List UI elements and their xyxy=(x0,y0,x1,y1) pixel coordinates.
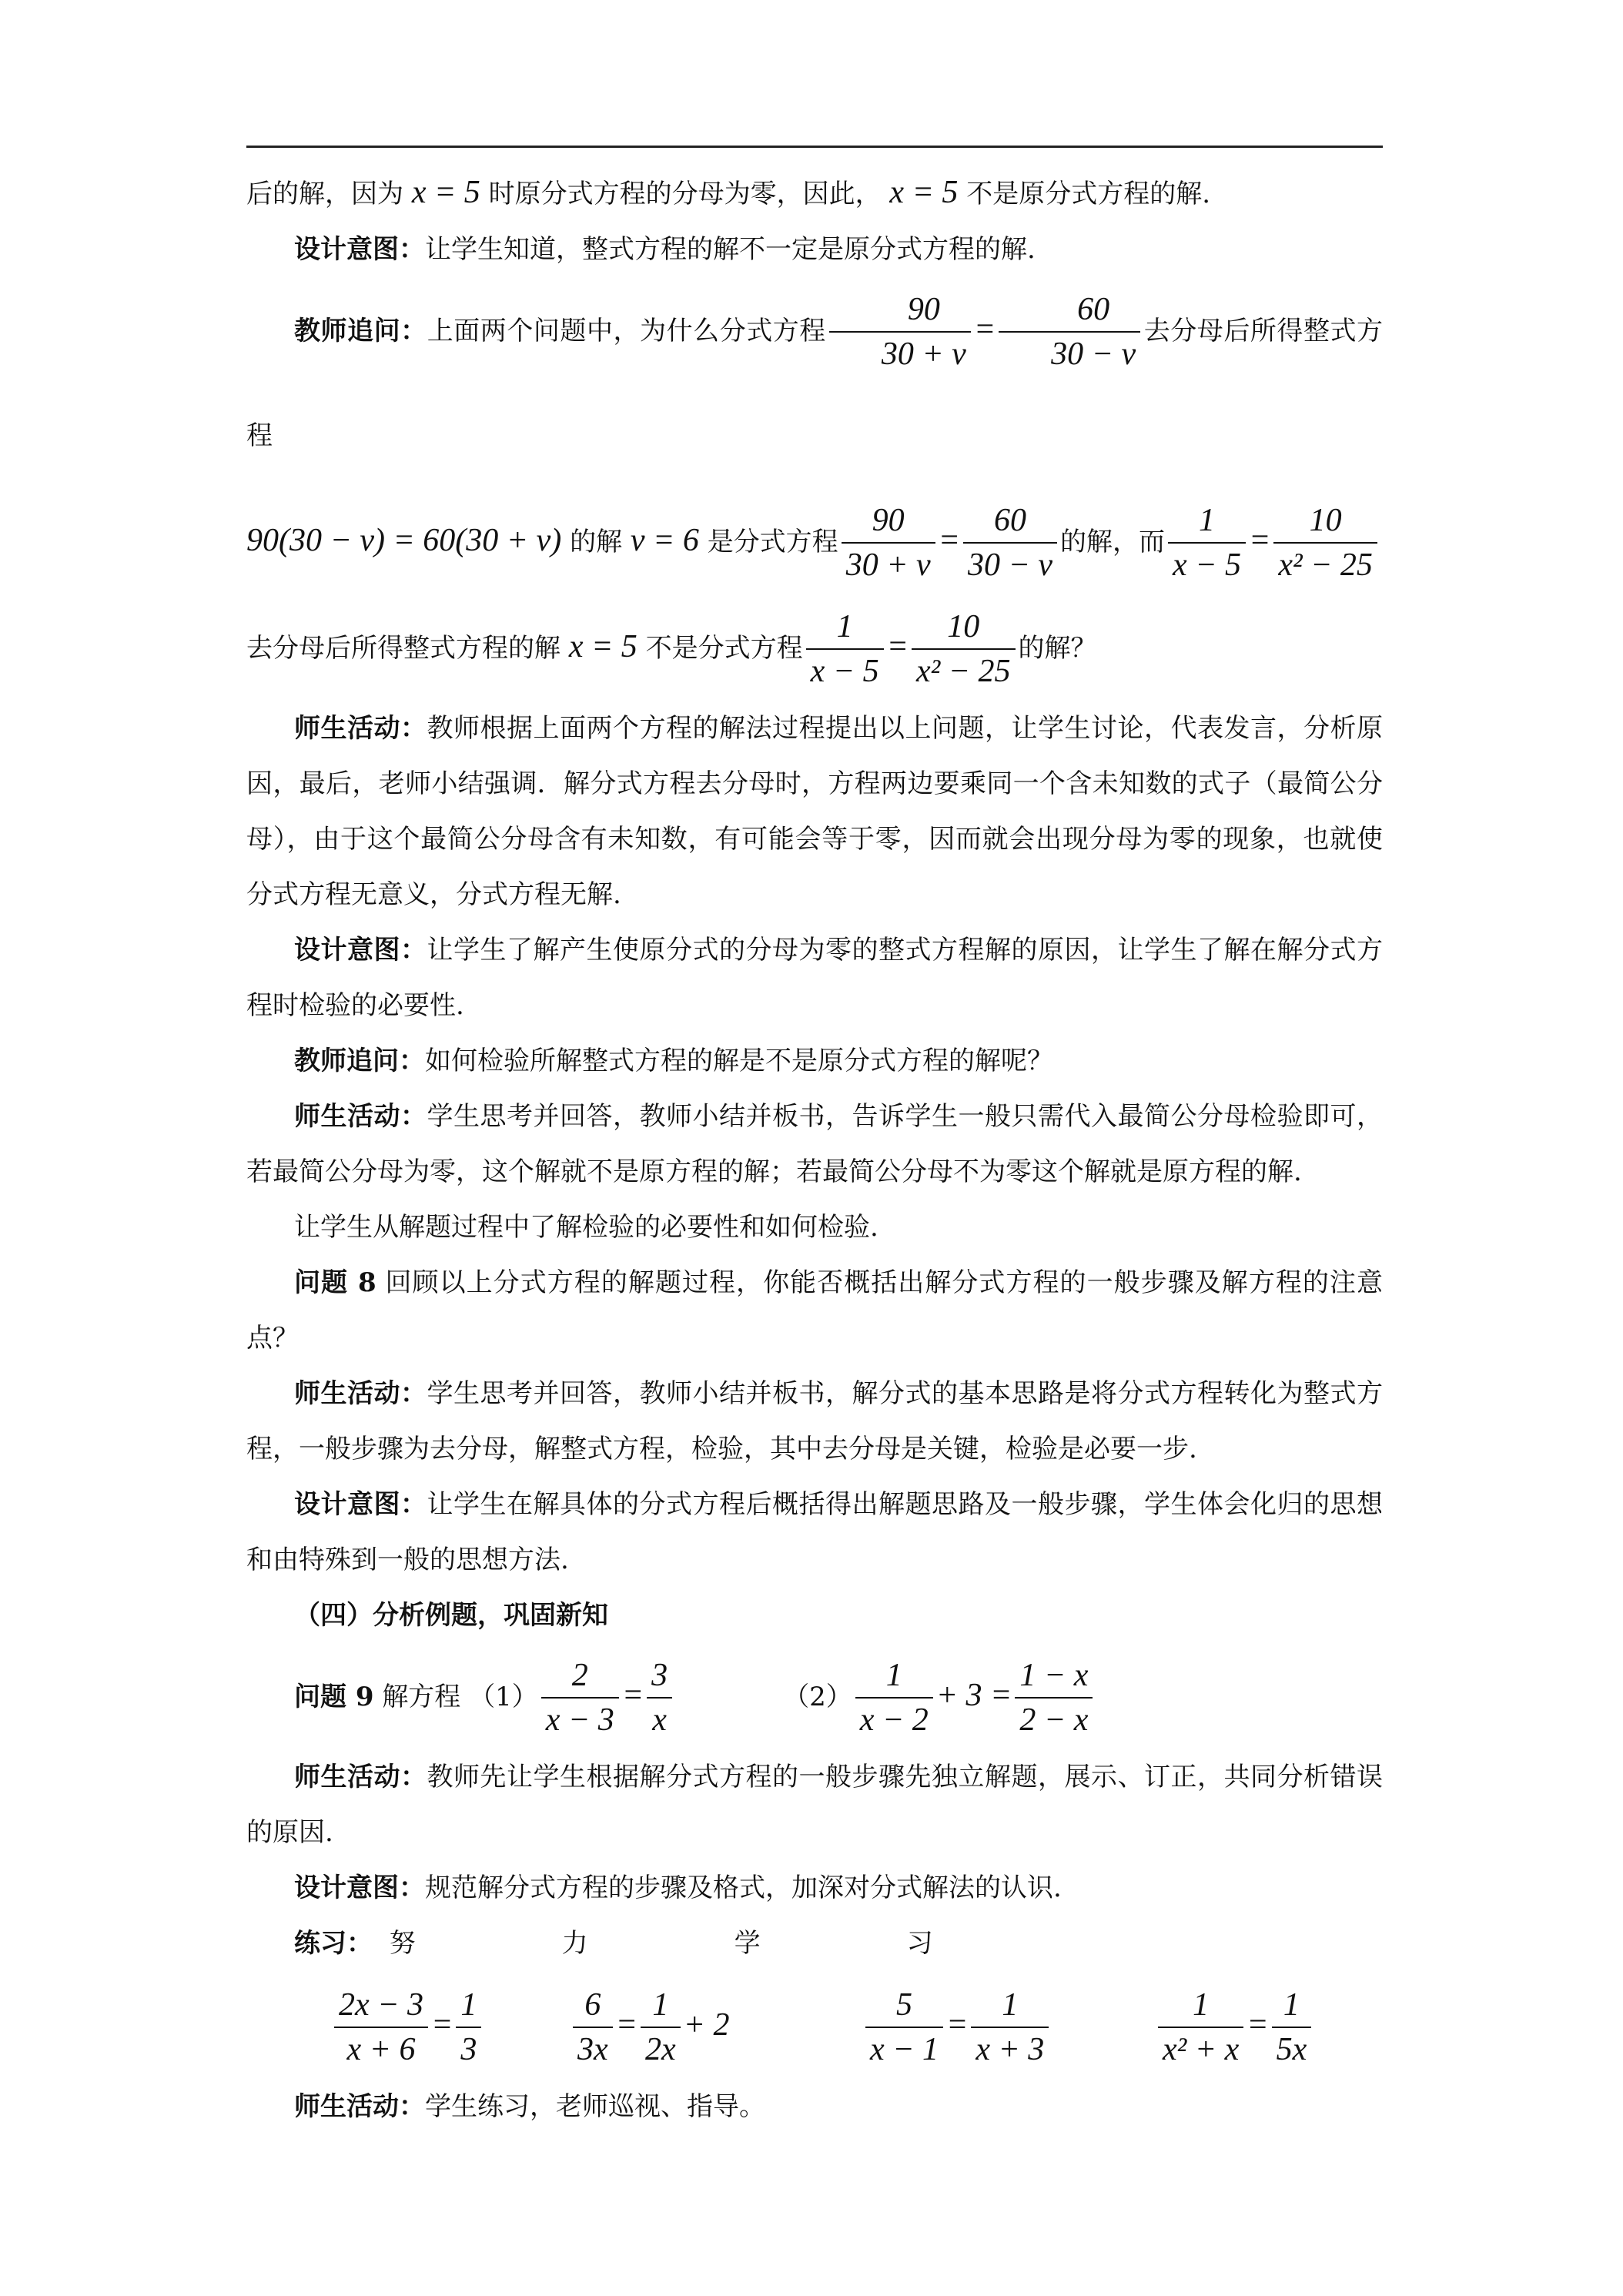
design-intent-3: 设计意图：让学生在解具体的分式方程后概括得出解题思路及一般步骤，学生体会化归的思想和由特殊到一般的思想方法. xyxy=(246,1489,1383,1575)
exercise-1: $\frac{2x - 3}{x + 6}$ = $\frac{1}{3}$ xyxy=(331,1971,484,2079)
teacher-question-2: 教师追问：如何检验所解整式方程的解是不是原分式方程的解呢？ xyxy=(294,1046,1053,1076)
question-8: 问题 8 回顾以上分式方程的解题过程，你能否概括出解分式方程的一般步骤及解方程的注意点？ xyxy=(246,1267,1384,1354)
fraction-equation-1-b: $\frac{90}{30 + v}$ = $\frac{60}{30 - v}$ xyxy=(838,523,1060,558)
design-intent-2: 设计意图：让学生了解产生使原分式的分母为零的整式方程解的原因，让学生了解在解分式方程时检验的必要性. xyxy=(246,935,1383,1021)
practice-exercises xyxy=(246,1971,1383,2079)
teacher-student-activity-3: 师生活动：学生思考并回答，教师小结并板书，解分式的基本思路是将分式方程转化为整式方程，一般步骤为去分母，解整式方程，检验，其中去分母是关键，检验是必要一步. xyxy=(246,1378,1383,1464)
document-body xyxy=(246,165,1383,2134)
exercise-3: $\frac{5}{x - 1}$ = $\frac{1}{x + 3}$ xyxy=(862,1971,1052,2079)
fraction-equation-1: $\frac{90}{30 + v}$ = $\frac{60}{30 - v}$ xyxy=(826,312,1143,347)
section-heading-4: （四）分析例题，巩固新知 xyxy=(294,1600,608,1631)
math-x-equals-5: x = 5 xyxy=(411,175,480,210)
design-intent-4: 设计意图：规范解分式方程的步骤及格式，加深对分式解法的认识. xyxy=(294,1873,1062,1903)
teacher-student-activity-5: 师生活动：学生练习，老师巡视、指导。 xyxy=(294,2091,765,2122)
teacher-student-activity-4: 师生活动：教师先让学生根据解分式方程的一般步骤先独立解题，展示、订正，共同分析错误的原因. xyxy=(246,1762,1383,1848)
teacher-question-1-line3: 去分母后所得整式方程的解 x = 5 不是分式方程 $\frac{1}{x - 5}$ = $\frac{10}{\text{x² − 25}}$ 的解？ xyxy=(246,594,1383,701)
design-intent-1: 设计意图：让学生知道，整式方程的解不一定是原分式方程的解. xyxy=(294,234,1036,265)
header-rule xyxy=(246,146,1383,148)
fraction-equation-2-b: $\frac{1}{x - 5}$ = $\frac{10}{\text{x² − 25}}$ xyxy=(803,629,1019,664)
note-paragraph: 让学生从解题过程中了解检验的必要性和如何检验. xyxy=(294,1212,878,1243)
question-9: 问题 9 解方程 （1） $\frac{2}{x - 3}$ = $\frac{3}{x}$ （2） $\frac{1}{x - 2}$ + 3 = $\frac{1 - x}{2 - x}$ xyxy=(294,1643,1383,1749)
math-v-equals-6: v = 6 xyxy=(630,523,699,558)
paragraph-continued: 后的解，因为 x = 5 时原分式方程的分母为零，因此， x = 5 不是原分式方程的解. xyxy=(246,175,1211,210)
exercise-4: $\frac{1}{\text{x² + x}}$ = $\frac{1}{5x}$ xyxy=(1155,1971,1314,2079)
teacher-student-activity-1: 师生活动：教师根据上面两个方程的解法过程提出以上问题，让学生讨论，代表发言，分析原因，最后，老师小结强调．解分式方程去分母时，方程两边要乘同一个含未知数的式子（最简公分母），由于这个最简公分母含有未知数，有可能会等于零，因而就会出现分母为零的现象，也就使分式方程无意义，分式方程无解. xyxy=(246,713,1383,910)
math-x-equals-5-b: x = 5 xyxy=(889,175,959,210)
q9-equation-1: $\frac{2}{x - 3}$ = $\frac{3}{x}$ xyxy=(538,1678,675,1713)
practice-heading: 练习： 努 力 学 习 xyxy=(294,1928,933,1959)
fraction-equation-2: $\frac{1}{x - 5}$ = $\frac{10}{\text{x² − 25}}$ xyxy=(1165,523,1380,558)
q9-equation-2: $\frac{1}{x - 2}$ + 3 = $\frac{1 - x}{2 - x}$ xyxy=(852,1678,1096,1713)
integral-equation: 90(30 − v) = 60(30 + v) xyxy=(246,523,562,558)
teacher-question-1: 教师追问：上面两个问题中，为什么分式方程 $\frac{90}{30 + v}$ = $\frac{60}{30 - v}$ 去分母后所得整式方程 xyxy=(246,277,1383,488)
teacher-student-activity-2: 师生活动：学生思考并回答，教师小结并板书，告诉学生一般只需代入最简公分母检验即可，若最简公分母为零，这个解就不是原方程的解；若最简公分母不为零这个解就是原方程的解. xyxy=(246,1101,1383,1187)
math-x-equals-5-c: x = 5 xyxy=(568,629,637,664)
teacher-question-1-line2: 90(30 − v) = 60(30 + v) 的解 v = 6 是分式方程 $\frac{90}{30 + v}$ = $\frac{60}{30 - v}$ 的解，而 $\frac{1}{x - 5}$ = $\frac{10}{\text{x² − 25}}$ xyxy=(246,488,1383,594)
exercise-2: $\frac{6}{3x}$ = $\frac{1}{2x}$ + 2 xyxy=(570,1971,730,2079)
